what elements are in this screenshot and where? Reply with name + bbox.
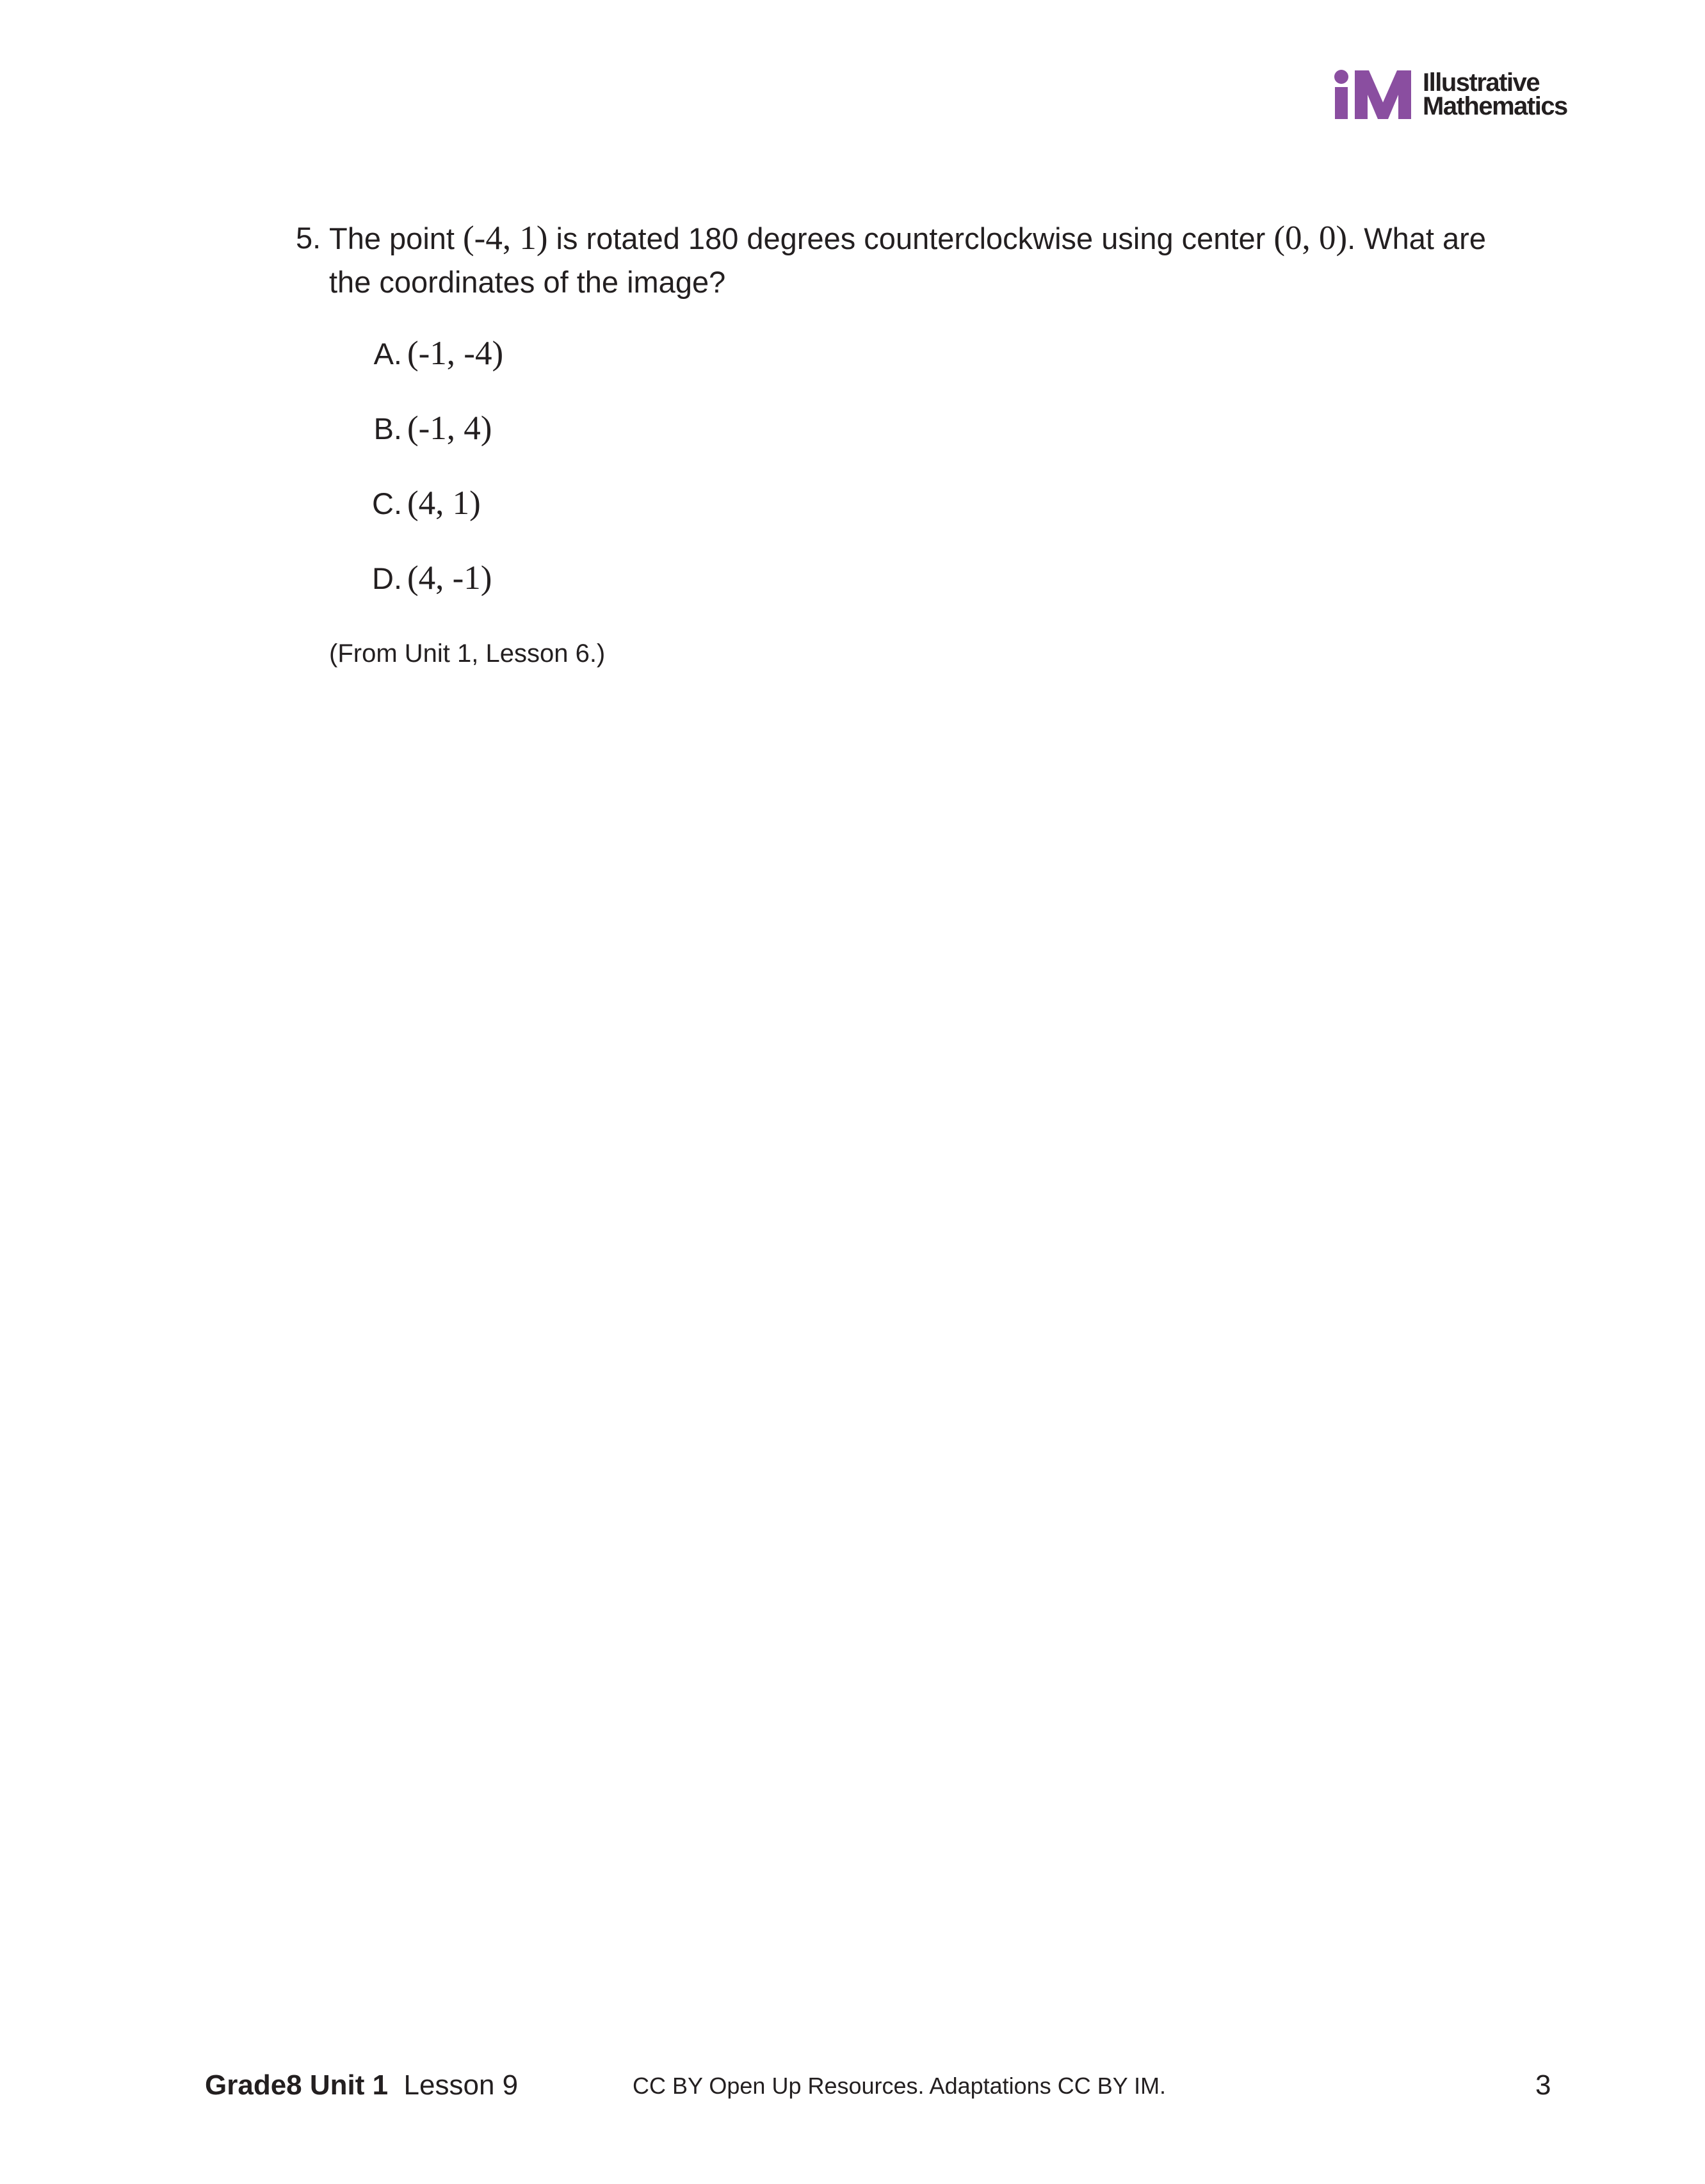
choice-letter: C. [372, 486, 402, 520]
footer-license: CC BY Open Up Resources. Adaptations CC BY IM. [633, 2073, 1167, 2099]
question-source: (From Unit 1, Lesson 6.) [329, 639, 606, 668]
logo-line-1: Illustrative [1423, 68, 1540, 97]
logo-line-2: Mathematics [1423, 92, 1567, 120]
choice-c [365, 484, 481, 523]
choice-value: (-1, 4) [407, 410, 492, 447]
illustrative-mathematics-logo [1332, 69, 1567, 120]
choice-b [365, 409, 492, 448]
choice-value: (4, -1) [407, 559, 492, 597]
footer-lesson: Lesson 9 [403, 2069, 519, 2101]
point-coordinates: (-4, 1) [463, 220, 548, 257]
choice-value: (4, 1) [407, 485, 481, 522]
question-text [329, 216, 1507, 304]
question-text-part-2: is rotated 180 degrees counterclockwise using center [547, 221, 1274, 255]
question-text-part-1: The point [329, 221, 464, 255]
footer-lesson-info [205, 2068, 518, 2103]
choice-value: (-1, -4) [407, 335, 504, 372]
im-logo-icon [1332, 69, 1416, 120]
question-number: 5. [296, 221, 321, 255]
choice-letter: A. [373, 337, 402, 371]
choice-letter: D. [372, 561, 402, 595]
question-text-part-3: . What are the coordinates of the image? [329, 221, 1486, 299]
logo-wordmark [1423, 68, 1567, 120]
center-coordinates: (0, 0) [1273, 220, 1348, 257]
choice-a [365, 334, 503, 373]
footer-grade-unit: Grade8 Unit 1 [205, 2069, 389, 2101]
choice-letter: B. [373, 412, 402, 446]
page-number: 3 [1535, 2069, 1551, 2101]
choice-d [365, 559, 492, 598]
